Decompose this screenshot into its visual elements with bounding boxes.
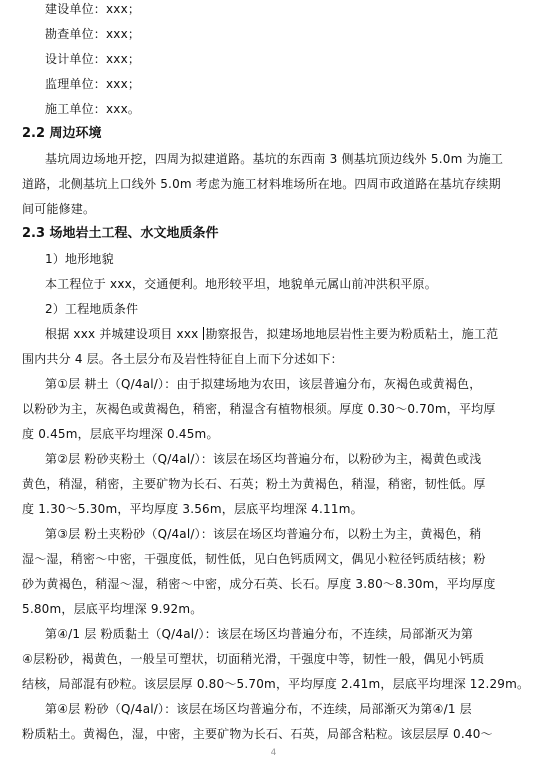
paragraph-line: 围内共分 4 层。各土层分布及岩性特征自上而下分述如下： bbox=[22, 352, 343, 366]
paragraph-line: 道路，北侧基坑上口线外 5.0m 考虑为施工材料堆场所在地。四周市政道路在基坑存续期 bbox=[22, 177, 501, 191]
layer-3-line: 5.80m，层底平均埋深 9.92m。 bbox=[22, 602, 203, 616]
layer-3-line: 砂为黄褐色，稍湿～湿，稍密～中密，成分石英、长石。厚度 3.80～8.30m，平均厚度 bbox=[22, 577, 496, 591]
intro-text-a: 根据 xxx 并城建设项目 xxx bbox=[45, 327, 203, 341]
layer-4-1-line: ④层粉砂，褐黄色，一般呈可塑状，切面稍光滑，干强度中等，韧性一般，偶见小钙质 bbox=[22, 652, 485, 666]
paragraph-line: 本工程位于 xxx，交通便利。地形较平坦，地貌单元属山前冲洪积平原。 bbox=[45, 277, 437, 291]
subheading-geology: 2）工程地质条件 bbox=[45, 302, 139, 316]
layer-3-line: 第③层 粉土夹粉砂（Q/4al/）：该层在场区均普遍分布，以粉土为主，黄褐色，稍 bbox=[45, 527, 482, 541]
layer-2-line: 第②层 粉砂夹粉土（Q/4al/）：该层在场区均普遍分布，以粉砂为主，褐黄色或浅 bbox=[45, 452, 482, 466]
paragraph-line: 基坑周边场地开挖，四周为拟建道路。基坑的东西南 3 侧基坑顶边线外 5.0m 为施工 bbox=[45, 152, 504, 166]
intro-text-b: 勘察报告，拟建场地地层岩性主要为粉质粘土，施工范 bbox=[205, 327, 499, 341]
paragraph-line: 间可能修建。 bbox=[22, 202, 96, 216]
layer-4-line: 第④层 粉砂（Q/4al/）：该层在场区均普遍分布，不连续，局部渐灭为第④/1 层 bbox=[45, 702, 472, 716]
section-heading-2-3: 2.3 场地岩土工程、水文地质条件 bbox=[22, 226, 219, 241]
layer-1-line: 以粉砂为主，灰褐色或黄褐色，稍密，稍湿含有植物根须。厚度 0.30～0.70m，平均厚 bbox=[22, 402, 496, 416]
construction-unit-line: 建设单位：xxx； bbox=[45, 2, 141, 16]
layer-2-line: 度 1.30～5.30m，平均厚度 3.56m，层底平均埋深 4.11m。 bbox=[22, 502, 363, 516]
subheading-terrain: 1）地形地貌 bbox=[45, 252, 114, 266]
survey-unit-line: 勘查单位：xxx； bbox=[45, 27, 141, 41]
layer-4-line: 粉质粘土。黄褐色，湿，中密，主要矿物为长石、石英，局部含粘粒。该层层厚 0.40～ bbox=[22, 727, 493, 741]
layer-1-line: 度 0.45m，层底平均埋深 0.45m。 bbox=[22, 427, 219, 441]
builder-unit-line: 施工单位：xxx。 bbox=[45, 102, 141, 116]
layer-1-line: 第①层 耕土（Q/4al/）：由于拟建场地为农田，该层普遍分布，灰褐色或黄褐色， bbox=[45, 377, 482, 391]
layer-4-1-line: 结核，局部混有砂粒。该层层厚 0.80～5.70m，平均厚度 2.41m，层底平均埋深 12.29m。 bbox=[22, 677, 530, 691]
supervision-unit-line: 监理单位：xxx； bbox=[45, 77, 141, 91]
layer-2-line: 黄色，稍湿，稍密，主要矿物为长石、石英；粉土为黄褐色，稍湿，稍密，韧性低。厚 bbox=[22, 477, 486, 491]
page-number: 4 bbox=[270, 748, 277, 758]
section-heading-2-2: 2.2 周边环境 bbox=[22, 126, 102, 141]
design-unit-line: 设计单位：xxx； bbox=[45, 52, 141, 66]
paragraph-line bbox=[45, 326, 498, 342]
layer-4-1-line: 第④/1 层 粉质黏土（Q/4al/）：该层在场区均普遍分布，不连续，局部渐灭为第 bbox=[45, 627, 474, 641]
layer-3-line: 湿～湿，稍密～中密，干强度低，韧性低，见白色钙质网文，偶见小粒径钙质结核；粉 bbox=[22, 552, 486, 566]
